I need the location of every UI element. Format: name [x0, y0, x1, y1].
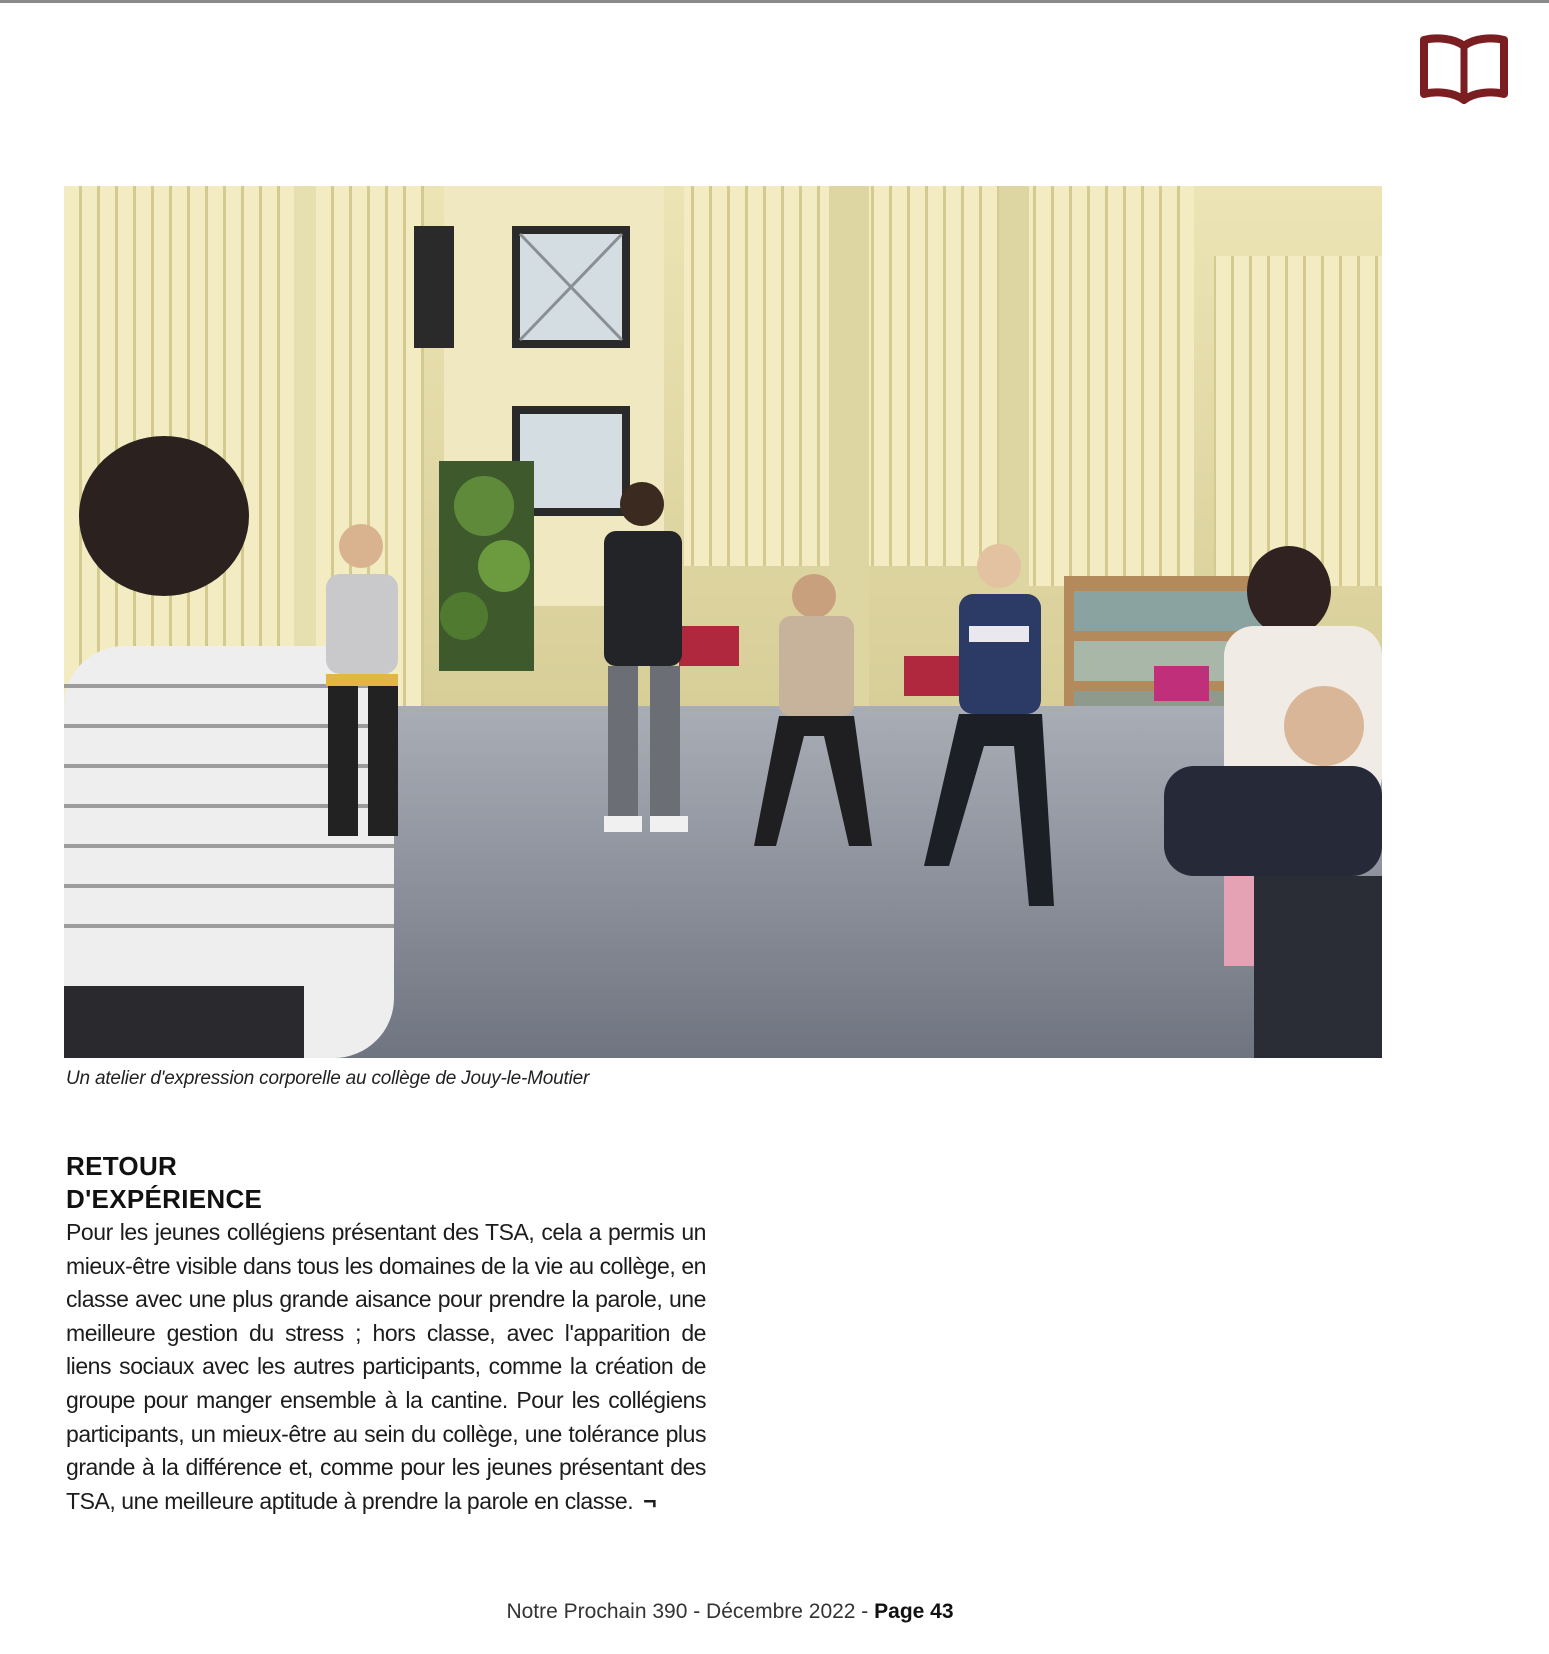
article	[66, 1150, 706, 1518]
article-body	[66, 1216, 706, 1518]
section-heading-line1: RETOUR	[66, 1151, 178, 1181]
section-heading-line2: D'EXPÉRIENCE	[66, 1184, 263, 1214]
photo-caption: Un atelier d'expression corporelle au collège de Jouy-le-Moutier	[66, 1068, 590, 1089]
open-book-icon	[1418, 34, 1510, 106]
footer-publication: Notre Prochain 390 - Décembre 2022 -	[506, 1600, 875, 1623]
workshop-photo	[64, 186, 1382, 1058]
top-rule	[0, 0, 1549, 3]
section-heading	[66, 1150, 706, 1216]
article-body-text: Pour les jeunes collégiens présentant des TSA, cela a permis un mieux-être visible dans tous les domaines de la vie au collège, en classe avec une plus grande aisance pour prendre la parole, une meilleure gestion du stress ; hors classe, avec l'apparition de liens sociaux avec les autres participants, comme la création de groupe pour manger ensemble à la cantine. Pour les collégiens participants, un mieux-être au sein du collège, une tolérance plus grande à la différence et, comme pour les jeunes présentant des TSA, une meilleure aptitude à prendre la parole en classe.	[66, 1219, 706, 1514]
page-footer	[0, 1600, 1460, 1624]
end-of-article-mark: ¬	[643, 1487, 657, 1514]
page-number: Page 43	[874, 1600, 954, 1623]
